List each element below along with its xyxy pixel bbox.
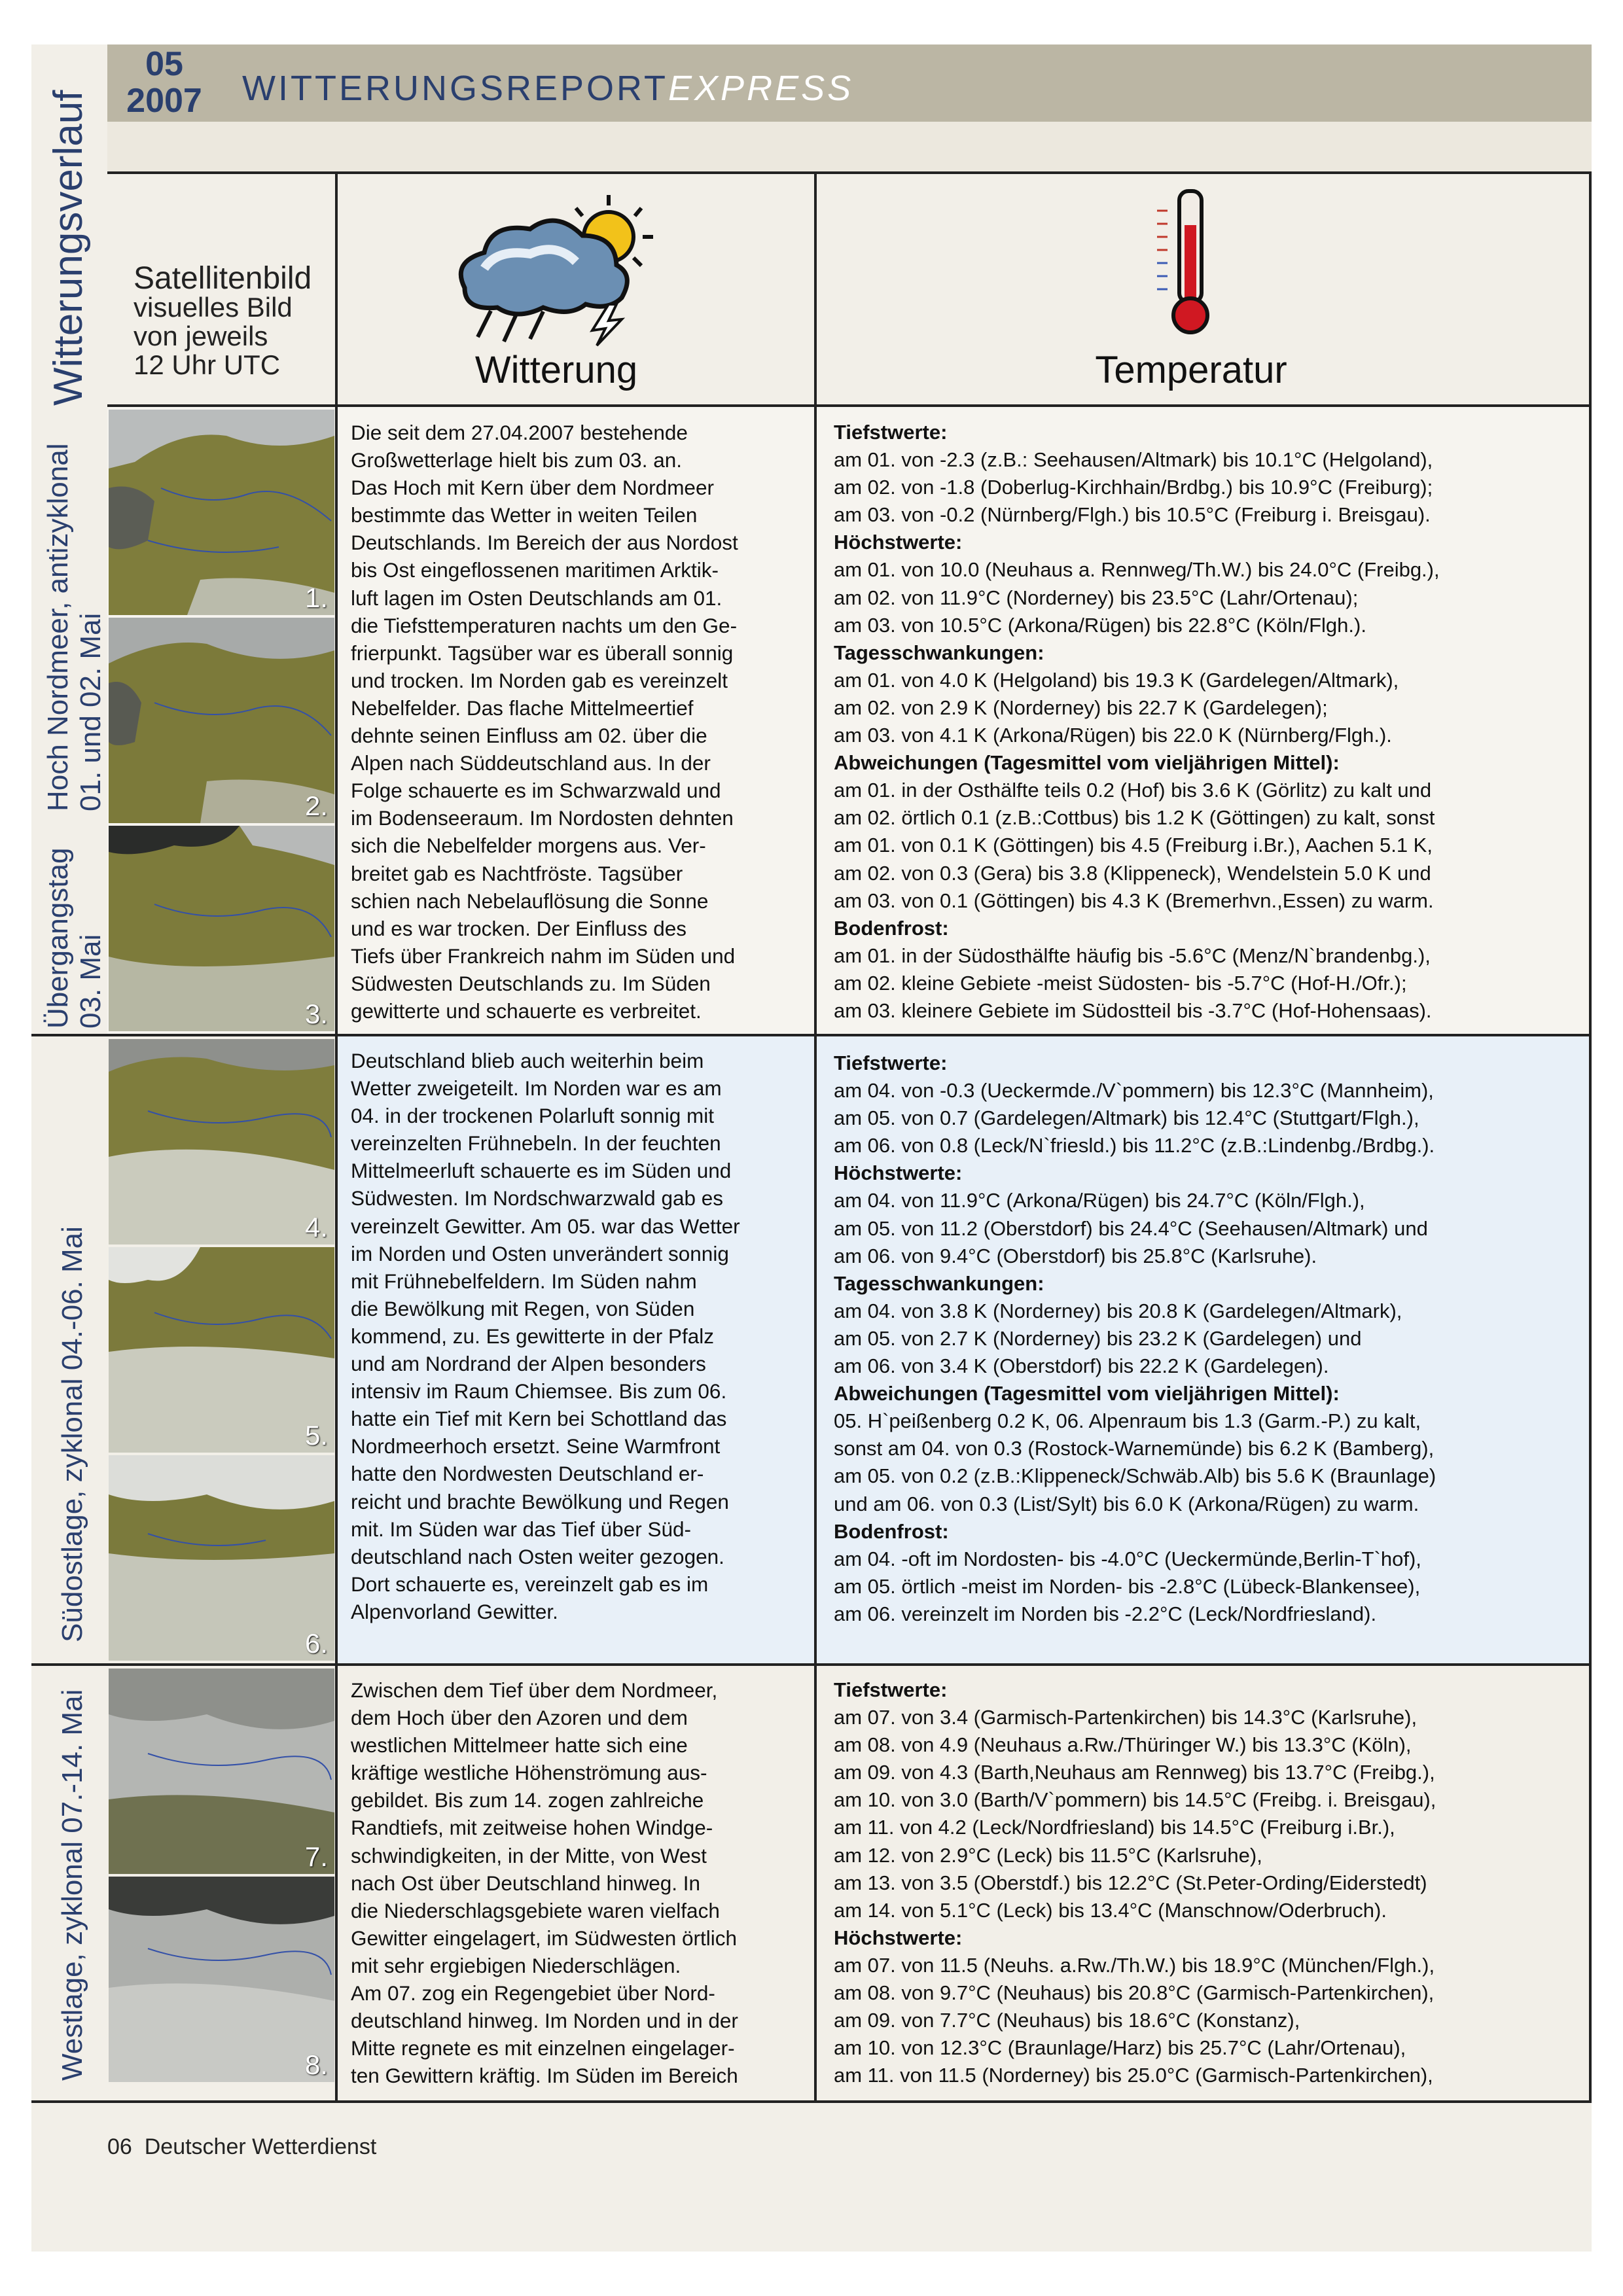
temperature-text-line: am 02. von -1.8 (Doberlug-Kirchhain/Brdbg.) bis 10.9°C (Freiburg); [834, 476, 1433, 499]
temperature-text-line: am 08. von 9.7°C (Neuhaus) bis 20.8°C (Garmisch-Partenkirchen), [834, 1981, 1435, 2005]
satellite-subtitle-line: visuelles Bild [134, 292, 293, 323]
weather-text-line: Nebelfelder. Das flache Mittelmeertief [351, 696, 694, 720]
satellite-map [109, 1669, 334, 1874]
weather-text-line: intensiv im Raum Chiemsee. Bis zum 06. [351, 1379, 727, 1404]
temperature-text-line: am 05. von 0.2 (z.B.:Klippeneck/Schwäb.Alb) bis 5.6 K (Braunlage) [834, 1464, 1436, 1488]
weather-text-line: Deutschland blieb auch weiterhin beim [351, 1049, 704, 1072]
temperature-text-line: am 02. örtlich 0.1 (z.B.:Cottbus) bis 1.2 K (Göttingen) zu kalt, sonst [834, 806, 1435, 830]
weather-text-line: Zwischen dem Tief über dem Nordmeer, [351, 1678, 718, 1702]
temperature-section-heading: Bodenfrost: [834, 1519, 949, 1543]
footer [107, 2134, 376, 2160]
satellite-map [109, 1877, 334, 2082]
image-number: 2. [304, 790, 328, 821]
weather-text-line: dehnte seinen Einfluss am 02. über die [351, 724, 707, 748]
weather-text-line: frierpunkt. Tagsüber war es überall sonnig [351, 641, 734, 665]
temperature-text-line: am 14. von 5.1°C (Leck) bis 13.4°C (Manschnow/Oderbruch). [834, 1898, 1387, 1922]
temperature-text-line: am 06. von 9.4°C (Oberstdorf) bis 25.8°C (Karlsruhe). [834, 1244, 1317, 1267]
temperature-section-heading: Bodenfrost: [834, 916, 949, 940]
report-title-main: WITTERUNGSREPORT [242, 69, 669, 108]
image-number: 5. [304, 1420, 328, 1451]
temperature-text-line: am 01. in der Osthälfte teils 0.2 (Hof) bis 3.6 K (Görlitz) zu kalt und [834, 779, 1432, 802]
weather-text-line: schien nach Nebelauflösung die Sonne [351, 889, 709, 913]
temperature-text-line: am 10. von 3.0 (Barth/V`pommern) bis 14.5°C (Freibg. i. Breisgau), [834, 1788, 1436, 1812]
weather-text-line: im Bodenseeraum. Im Nordosten dehnten [351, 806, 734, 830]
weather-text-line: vereinzelt Gewitter. Am 05. war das Wetter [351, 1214, 740, 1238]
temperature-text-line: 05. H`peißenberg 0.2 K, 06. Alpenraum bis 1.3 (Garm.-P.) zu kalt, [834, 1409, 1421, 1433]
satellite-image [109, 1247, 334, 1453]
temperature-text-line: am 06. von 0.8 (Leck/N`friesld.) bis 11.2°C (z.B.:Lindenbg./Brdbg.). [834, 1134, 1435, 1157]
image-number: 7. [304, 1841, 328, 1872]
table-rule-col1 [335, 171, 338, 2102]
temperature-section-heading: Abweichungen (Tagesmittel vom vieljährigen Mittel): [834, 1382, 1340, 1405]
weather-text-line: luft lagen im Osten Deutschlands am 01. [351, 586, 722, 610]
temperature-section-heading: Tiefstwerte: [834, 1678, 948, 1701]
thermometer-icon [1152, 187, 1230, 338]
page-number: 06 [107, 2134, 132, 2159]
weather-text-line: Südwesten Deutschlands zu. Im Süden [351, 971, 711, 995]
weather-text-row1 [351, 419, 802, 1025]
weather-text-line: dem Hoch über den Azoren und dem [351, 1706, 688, 1730]
temperature-text-line: am 06. vereinzelt im Norden bis -2.2°C (Leck/Nordfriesland). [834, 1602, 1377, 1625]
temperature-text-line: am 03. von 0.1 (Göttingen) bis 4.3 K (Bremerhvn.,Essen) zu warm. [834, 889, 1434, 912]
weather-text-line: Mitte regnete es mit einzelnen eingelager- [351, 2036, 735, 2060]
temperature-text-line: am 13. von 3.5 (Oberstdf.) bis 12.2°C (St.Peter-Ording/Eiderstedt) [834, 1871, 1427, 1894]
temperature-text-line: am 03. kleinere Gebiete im Südostteil bis -3.7°C (Hof-Hohensaas). [834, 998, 1432, 1022]
weather-text-line: die Niederschlagsgebiete waren vielfach [351, 1898, 720, 1922]
satellite-map [109, 1039, 334, 1245]
table-rule-right [1589, 171, 1592, 2102]
weather-text-line: gebildet. Bis zum 14. zogen zahlreiche [351, 1788, 704, 1812]
weather-text-line: kommend, zu. Es gewitterte in der Pfalz [351, 1324, 714, 1348]
weather-text-line: hatte den Nordwesten Deutschland er- [351, 1462, 704, 1486]
side-title: Witterungsverlauf [46, 90, 91, 406]
weather-text-line: mit Frühnebelfeldern. Im Süden nahm [351, 1269, 697, 1293]
weather-text-line: Am 07. zog ein Regengebiet über Nord- [351, 1981, 715, 2005]
temperature-text-line: am 01. von 0.1 K (Göttingen) bis 4.5 (Freiburg i.Br.), Aachen 5.1 K, [834, 834, 1433, 857]
weather-text-line: kräftige westliche Höhenströmung aus- [351, 1761, 707, 1785]
temperature-text-line: am 06. von 3.4 K (Oberstdorf) bis 22.2 K (Gardelegen). [834, 1354, 1329, 1378]
satellite-subtitle-line: von jeweils [134, 321, 268, 351]
weather-text-line: im Norden und Osten unverändert sonnig [351, 1241, 729, 1265]
weather-text-line: hatte ein Tief mit Kern bei Schottland das [351, 1407, 727, 1431]
temperature-section-heading: Tiefstwerte: [834, 1051, 948, 1074]
satellite-map [109, 410, 334, 615]
weather-text-line: Alpenvorland Gewitter. [351, 1599, 558, 1623]
weather-text-line: die Tiefsttemperaturen nachts um den Ge- [351, 613, 738, 637]
temperature-text-line: sonst am 04. von 0.3 (Rostock-Warnemünde) bis 6.2 K (Bamberg), [834, 1437, 1435, 1460]
weather-text-line: Mittelmeerluft schauerte es im Süden und [351, 1159, 732, 1183]
row-label-uebergangstag [42, 848, 107, 1029]
satellite-image [109, 1455, 334, 1661]
table-rule-row2 [31, 1663, 1592, 1666]
weather-text-line: deutschland nach Osten weiter gezogen. [351, 1544, 724, 1568]
row-label-westlage: Westlage, zyklonal 07.-14. Mai [56, 1689, 88, 2081]
table-rule-col2 [814, 171, 817, 2102]
satellite-map [109, 1247, 334, 1453]
weather-text-line: Wetter zweigeteilt. Im Norden war es am [351, 1076, 722, 1101]
temperature-text-line: am 02. von 0.3 (Gera) bis 3.8 (Klippeneck), Wendelstein 5.0 K und [834, 861, 1431, 885]
temperature-column-header: Temperatur [1095, 349, 1287, 391]
weather-text-line: ten Gewittern kräftig. Im Süden im Bereich [351, 2064, 738, 2088]
temperature-text-line: am 04. von 11.9°C (Arkona/Rügen) bis 24.7°C (Köln/Flgh.), [834, 1189, 1365, 1212]
weather-text-line: schwindigkeiten, in der Mitte, von West [351, 1843, 707, 1867]
weather-text-line: 04. in der trockenen Polarluft sonnig mit [351, 1104, 715, 1128]
issue-month: 05 [145, 45, 183, 83]
weather-text-line: und am Nordrand der Alpen besonders [351, 1352, 706, 1376]
image-number: 6. [304, 1628, 328, 1659]
report-title [242, 68, 853, 109]
weather-text-line: Randtiefs, mit zeitweise hohen Windge- [351, 1816, 713, 1840]
temperature-text-line: am 03. von 4.1 K (Arkona/Rügen) bis 22.0 K (Nürnberg/Flgh.). [834, 724, 1392, 747]
weather-text-line: Tiefs über Frankreich nahm im Süden und [351, 944, 736, 968]
weather-text-line: Dort schauerte es, vereinzelt gab es im [351, 1572, 709, 1596]
temperature-text-line: und am 06. von 0.3 (List/Sylt) bis 6.0 K (Arkona/Rügen) zu warm. [834, 1492, 1419, 1515]
temperature-text-line: am 07. von 11.5 (Neuhs. a.Rw./Th.W.) bis 18.9°C (München/Flgh.), [834, 1953, 1435, 1977]
temperature-text-line: am 11. von 4.2 (Leck/Nordfriesland) bis 14.5°C (Freiburg i.Br.), [834, 1816, 1395, 1839]
weather-text-line: nach Ost über Deutschland hinweg. In [351, 1871, 701, 1895]
temperature-text-line: am 01. von 4.0 K (Helgoland) bis 19.3 K (Gardelegen/Altmark), [834, 668, 1399, 692]
row-label-suedostlage: Südostlage, zyklonal 04.-06. Mai [56, 1226, 88, 1642]
satellite-image [109, 618, 334, 823]
temperature-section-heading: Tagesschwankungen: [834, 641, 1044, 664]
image-number: 8. [304, 2049, 328, 2080]
satellite-subtitle-line: 12 Uhr UTC [134, 349, 281, 380]
temperature-text-line: am 01. in der Südosthälfte häufig bis -5.6°C (Menz/N`brandenbg.), [834, 944, 1431, 967]
temperature-text-line: am 05. von 11.2 (Oberstdorf) bis 24.4°C (Seehausen/Altmark) und [834, 1216, 1428, 1240]
image-number: 3. [304, 998, 328, 1029]
weather-text-line: vereinzelten Frühnebeln. In der feuchten [351, 1131, 721, 1156]
temperature-section-heading: Tiefstwerte: [834, 421, 948, 444]
temperature-text-line: am 09. von 4.3 (Barth,Neuhaus am Rennweg) bis 13.7°C (Freibg.), [834, 1761, 1435, 1784]
header-stripe [107, 122, 1592, 171]
temperature-text-line: am 03. von -0.2 (Nürnberg/Flgh.) bis 10.5°C (Freiburg i. Breisgau). [834, 503, 1431, 527]
weather-text-line: und trocken. Im Norden gab es vereinzelt [351, 668, 728, 692]
weather-cloud-sun-icon [445, 190, 668, 347]
weather-text-line: reicht und brachte Bewölkung und Regen [351, 1489, 729, 1513]
temperature-text-line: am 03. von 10.5°C (Arkona/Rügen) bis 22.8°C (Köln/Flgh.). [834, 613, 1366, 637]
satellite-image [109, 1877, 334, 2082]
row-label-hoch-nordmeer [42, 444, 107, 811]
weather-text-line: mit. Im Süden war das Tief über Süd- [351, 1517, 691, 1541]
temperature-section-heading: Tagesschwankungen: [834, 1271, 1044, 1295]
temperature-text-line: am 05. von 2.7 K (Norderney) bis 23.2 K (Gardelegen) und [834, 1326, 1362, 1350]
weather-text-line: bestimmte das Wetter in weiten Teilen [351, 503, 698, 527]
table-rule-top [107, 171, 1592, 174]
weather-text-line: deutschland hinweg. Im Norden und in der [351, 2009, 738, 2033]
satellite-map [109, 826, 334, 1031]
temperature-text-line: am 05. von 0.7 (Gardelegen/Altmark) bis 12.4°C (Stuttgart/Flgh.), [834, 1106, 1419, 1130]
weather-text-line: westlichen Mittelmeer hatte sich eine [351, 1733, 688, 1757]
temperature-text-row1 [834, 419, 1586, 1025]
temperature-text-line: am 02. von 11.9°C (Norderney) bis 23.5°C (Lahr/Ortenau); [834, 586, 1359, 609]
image-number: 4. [304, 1212, 328, 1243]
temperature-text-line: am 11. von 11.5 (Norderney) bis 25.0°C (Garmisch-Partenkirchen), [834, 2064, 1433, 2087]
temperature-text-line: am 05. örtlich -meist im Norden- bis -2.8°C (Lübeck-Blankensee), [834, 1574, 1421, 1598]
satellite-image [109, 1039, 334, 1245]
weather-text-line: Großwetterlage hielt bis zum 03. an. [351, 448, 682, 472]
weather-column-header: Witterung [474, 349, 638, 391]
weather-text-line: Das Hoch mit Kern über dem Nordmeer [351, 476, 714, 500]
issue-year: 2007 [126, 82, 202, 120]
satellite-map [109, 1455, 334, 1661]
temperature-text-row3 [834, 1676, 1586, 2089]
weather-text-row3 [351, 1676, 802, 2089]
temperature-text-row2 [834, 1050, 1586, 1628]
table-rule-row1 [31, 1034, 1592, 1036]
satellite-map [109, 618, 334, 823]
publisher-name: Deutscher Wetterdienst [144, 2134, 377, 2159]
temperature-section-heading: Höchstwerte: [834, 531, 963, 554]
weather-text-line: breitet gab es Nachtfröste. Tagsüber [351, 861, 683, 885]
weather-text-line: Alpen nach Süddeutschland aus. In der [351, 751, 711, 775]
weather-text-line: Südwesten. Im Nordschwarzwald gab es [351, 1186, 724, 1210]
satellite-image [109, 410, 334, 615]
temperature-text-line: am 08. von 4.9 (Neuhaus a.Rw./Thüringer W.) bis 13.3°C (Köln), [834, 1733, 1412, 1757]
satellite-image [109, 1669, 334, 1874]
row-label-line: Hoch Nordmeer, antizyklonal [42, 443, 74, 811]
temperature-text-line: am 09. von 7.7°C (Neuhaus) bis 18.6°C (Konstanz), [834, 2009, 1300, 2032]
weather-text-line: Deutschlands. Im Bereich der aus Nordost [351, 531, 738, 555]
temperature-section-heading: Höchstwerte: [834, 1926, 963, 1949]
report-title-express: EXPRESS [668, 69, 854, 108]
row-label-line: 01. und 02. Mai [75, 612, 107, 811]
temperature-text-line: am 12. von 2.9°C (Leck) bis 11.5°C (Karlsruhe), [834, 1843, 1262, 1867]
temperature-text-line: am 02. von 2.9 K (Norderney) bis 22.7 K (Gardelegen); [834, 696, 1328, 719]
temperature-text-line: am 07. von 3.4 (Garmisch-Partenkirchen) bis 14.3°C (Karlsruhe), [834, 1706, 1418, 1729]
weather-text-line: und es war trocken. Der Einfluss des [351, 916, 687, 940]
satellite-column-header [134, 261, 312, 380]
row-label-line: 03. Mai [75, 934, 107, 1029]
satellite-image [109, 826, 334, 1031]
temperature-text-line: am 01. von 10.0 (Neuhaus a. Rennweg/Th.W.) bis 24.0°C (Freibg.), [834, 558, 1440, 582]
weather-text-line: mit sehr ergiebigen Niederschlägen. [351, 1953, 681, 1977]
weather-text-line: sich die Nebelfelder morgens aus. Ver- [351, 834, 706, 858]
weather-text-row2 [351, 1047, 802, 1625]
satellite-title: Satellitenbild [134, 261, 312, 296]
temperature-text-line: am 10. von 12.3°C (Braunlage/Harz) bis 25.7°C (Lahr/Ortenau), [834, 2036, 1406, 2060]
table-rule-bottom [31, 2100, 1592, 2103]
temperature-text-line: am 04. -oft im Nordosten- bis -4.0°C (Ueckermünde,Berlin-T`hof), [834, 1547, 1421, 1570]
weather-text-line: bis Ost eingeflossenen maritimen Arktik- [351, 558, 719, 582]
weather-text-line: Gewitter eingelagert, im Südwesten örtlich [351, 1926, 738, 1950]
temperature-text-line: am 04. von -0.3 (Ueckermde./V`pommern) bis 12.3°C (Mannheim), [834, 1079, 1434, 1103]
weather-text-line: gewitterte und schauerte es verbreitet. [351, 998, 702, 1023]
temperature-section-heading: Höchstwerte: [834, 1161, 963, 1185]
weather-text-line: Nordmeerhoch ersetzt. Seine Warmfront [351, 1434, 721, 1458]
weather-text-line: Die seit dem 27.04.2007 bestehende [351, 421, 688, 444]
image-number: 1. [304, 582, 328, 613]
row-label-line: Übergangstag [42, 847, 74, 1029]
temperature-section-heading: Abweichungen (Tagesmittel vom vieljährigen Mittel): [834, 751, 1340, 775]
temperature-text-line: am 04. von 3.8 K (Norderney) bis 20.8 K (Gardelegen/Altmark), [834, 1299, 1402, 1322]
weather-text-line: die Bewölkung mit Regen, von Süden [351, 1296, 695, 1320]
temperature-text-line: am 01. von -2.3 (z.B.: Seehausen/Altmark) bis 10.1°C (Helgoland), [834, 448, 1433, 472]
weather-text-line: Folge schauerte es im Schwarzwald und [351, 779, 721, 803]
table-rule-header [107, 404, 1592, 407]
temperature-text-line: am 02. kleine Gebiete -meist Südosten- bis -5.7°C (Hof-H./Ofr.); [834, 971, 1407, 995]
